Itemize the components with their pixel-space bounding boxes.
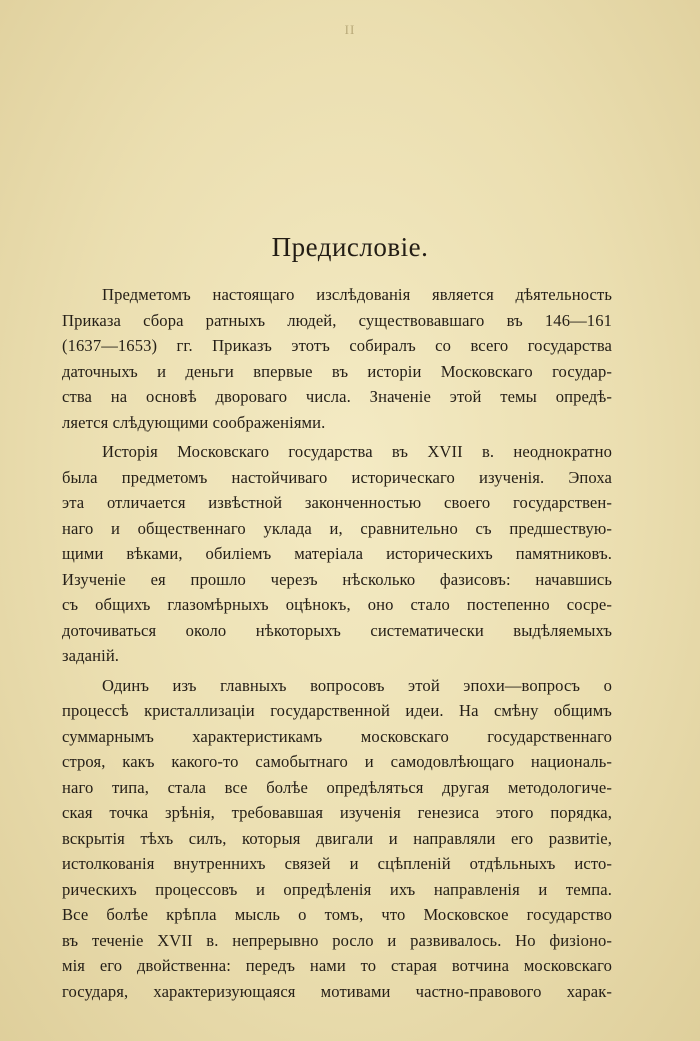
text-line: наго и общественнаго уклада и, сравнительно съ предшествую-	[62, 518, 612, 538]
text-line: ляется слѣдующими соображеніями.	[62, 412, 326, 432]
text-line: Изученіе ея прошло черезъ нѣсколько фазисовъ: начавшись	[62, 569, 612, 589]
text-line: Предметомъ настоящаго изслѣдованія является дѣятельность	[102, 285, 612, 304]
text-line: процессѣ кристаллизаціи государственной идеи. На смѣну общимъ	[62, 701, 612, 720]
text-line: щими вѣками, обиліемъ матеріала историческихъ памятниковъ.	[62, 544, 612, 563]
body-text	[62, 282, 612, 1004]
paragraph-2	[62, 439, 612, 669]
text-line: наго типа, стала все болѣе опредѣляться другая методологиче-	[62, 777, 612, 797]
text-line: ская точка зрѣнія, требовавшая изученія генезиса этого порядка,	[62, 803, 612, 822]
text-line: истолкованія внутреннихъ связей и сцѣпленій отдѣльныхъ исто-	[62, 854, 612, 873]
text-line: Одинъ изъ главныхъ вопросовъ этой эпохи—вопросъ о	[102, 675, 612, 695]
text-line: Исторія Московскаго государства въ XVII в. неоднократно	[102, 442, 612, 461]
text-line: суммарнымъ характеристикамъ московскаго государственнаго	[62, 726, 612, 746]
text-line: въ теченіе XVII в. непрерывно росло и развивалось. Но физіоно-	[62, 930, 612, 950]
text-line: эта отличается извѣстной законченностью своего государствен-	[62, 493, 612, 512]
text-line: (1637—1653) гг. Приказъ этотъ собиралъ со всего государства	[62, 336, 612, 355]
text-line: государя, характеризующаяся мотивами частно-правового харак-	[62, 981, 612, 1001]
text-line: мія его двойственна: передъ нами то старая вотчина московскаго	[62, 956, 612, 975]
text-line: рическихъ процессовъ и опредѣленія ихъ направленія и темпа.	[62, 879, 612, 899]
text-line: ства на основѣ двороваго числа. Значеніе этой темы опредѣ-	[62, 387, 612, 406]
text-line: вскрытія тѣхъ силъ, которыя двигали и направляли его развитіе,	[62, 828, 612, 848]
text-line: доточиваться около нѣкоторыхъ систематически выдѣляемыхъ	[62, 620, 612, 640]
paragraph-3	[62, 673, 612, 1005]
text-line: даточныхъ и деньги впервые въ исторіи Московскаго государ-	[62, 361, 612, 381]
text-line: съ общихъ глазомѣрныхъ оцѣнокъ, оно стало постепенно сосре-	[62, 595, 612, 614]
paragraph-1	[62, 282, 612, 435]
text-line: заданій.	[62, 646, 120, 665]
text-line: была предметомъ настойчиваго историческаго изученія. Эпоха	[62, 467, 612, 487]
page-title: Предисловіе.	[271, 232, 429, 262]
text-line: строя, какъ какого-то самобытнаго и самодовлѣющаго националь-	[62, 752, 612, 771]
page-number: II	[344, 22, 356, 37]
text-line: Приказа сбора ратныхъ людей, существовавшаго въ 146—161	[62, 310, 612, 330]
text-line: Все болѣе крѣпла мысль о томъ, что Московское государство	[62, 905, 612, 924]
